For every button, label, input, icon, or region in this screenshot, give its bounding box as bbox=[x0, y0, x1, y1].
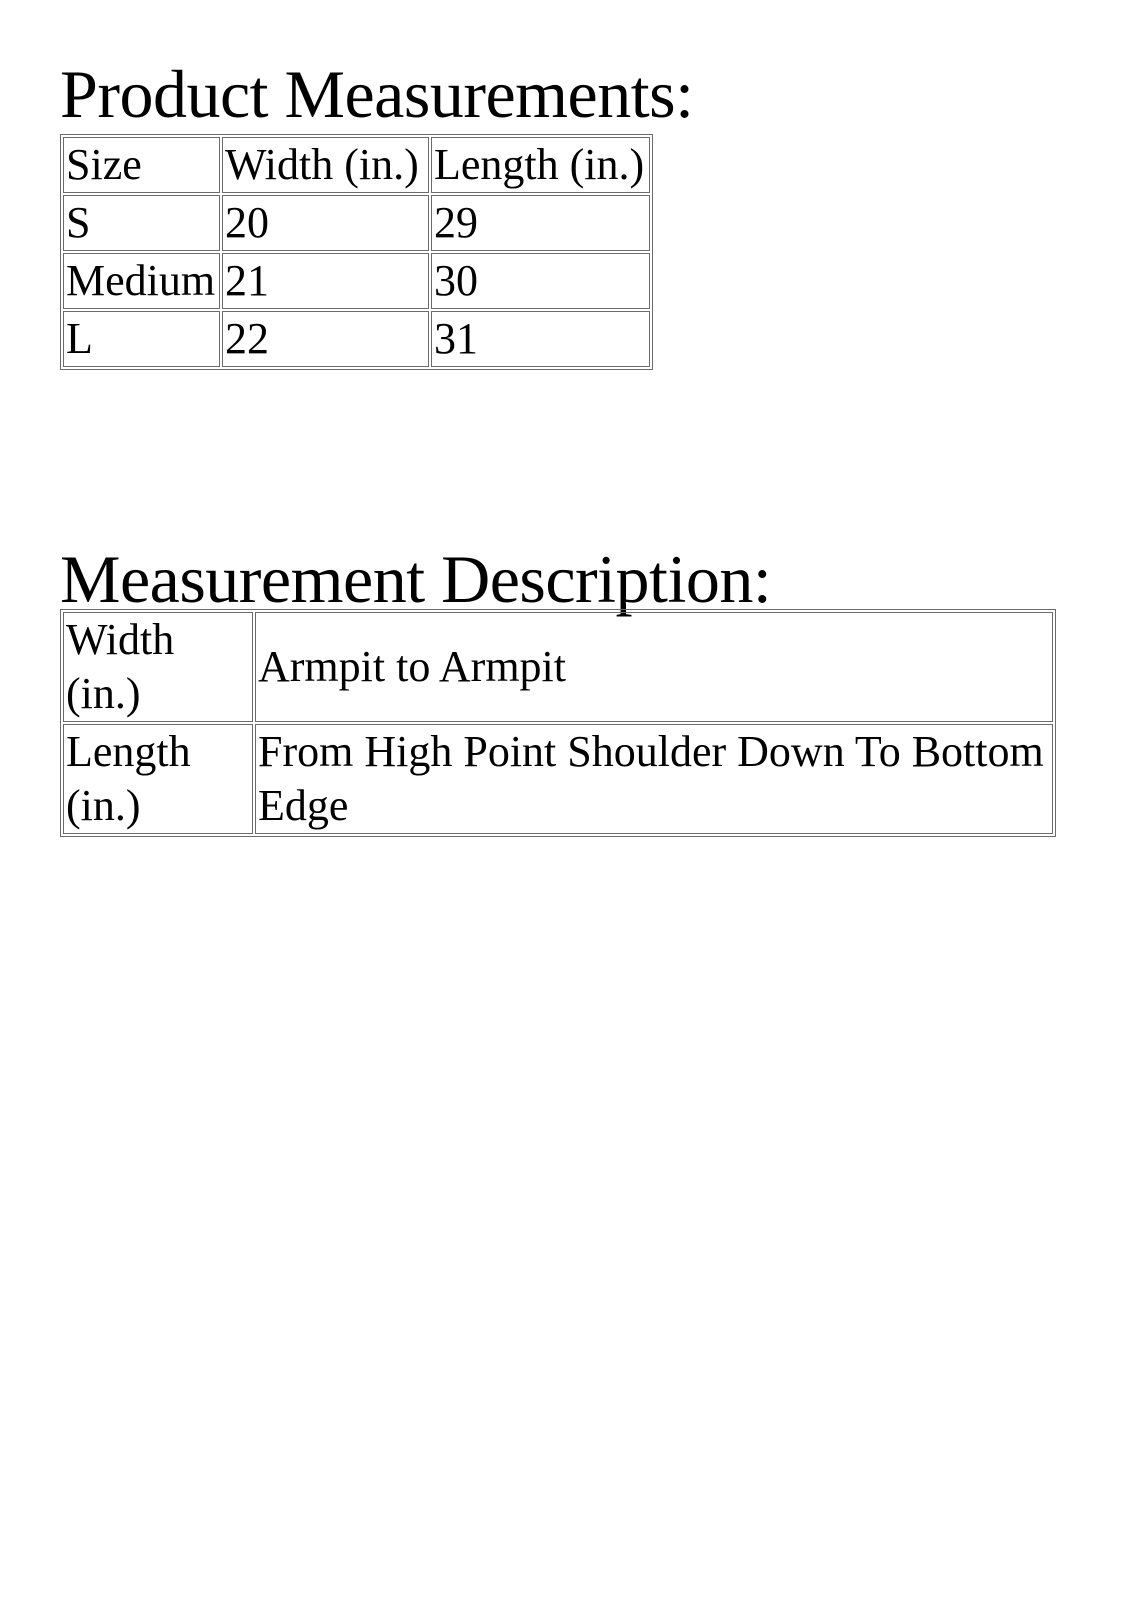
header-length: Length (in.) bbox=[431, 137, 650, 193]
header-width: Width (in.) bbox=[222, 137, 429, 193]
measurement-description-table bbox=[60, 609, 1056, 837]
length-cell: 31 bbox=[431, 311, 650, 367]
header-size: Size bbox=[63, 137, 220, 193]
product-measurements-title: Product Measurements: bbox=[60, 56, 694, 132]
measurement-description-cell: Armpit to Armpit bbox=[255, 612, 1053, 722]
table-row bbox=[63, 612, 1053, 722]
length-cell: 29 bbox=[431, 195, 650, 251]
measurement-name-cell: Width (in.) bbox=[63, 612, 253, 722]
product-measurements-table bbox=[60, 134, 653, 370]
length-cell: 30 bbox=[431, 253, 650, 309]
table-row bbox=[63, 724, 1053, 834]
width-cell: 20 bbox=[222, 195, 429, 251]
width-cell: 22 bbox=[222, 311, 429, 367]
table-header-row bbox=[63, 137, 650, 193]
measurement-name-cell: Length (in.) bbox=[63, 724, 253, 834]
size-cell: S bbox=[63, 195, 220, 251]
table-row bbox=[63, 253, 650, 309]
table-row bbox=[63, 195, 650, 251]
size-cell: L bbox=[63, 311, 220, 367]
table-row bbox=[63, 311, 650, 367]
width-cell: 21 bbox=[222, 253, 429, 309]
size-cell: Medium bbox=[63, 253, 220, 309]
measurement-description-title: Measurement Description: bbox=[60, 541, 772, 617]
measurement-description-cell: From High Point Shoulder Down To Bottom Edge bbox=[255, 724, 1053, 834]
